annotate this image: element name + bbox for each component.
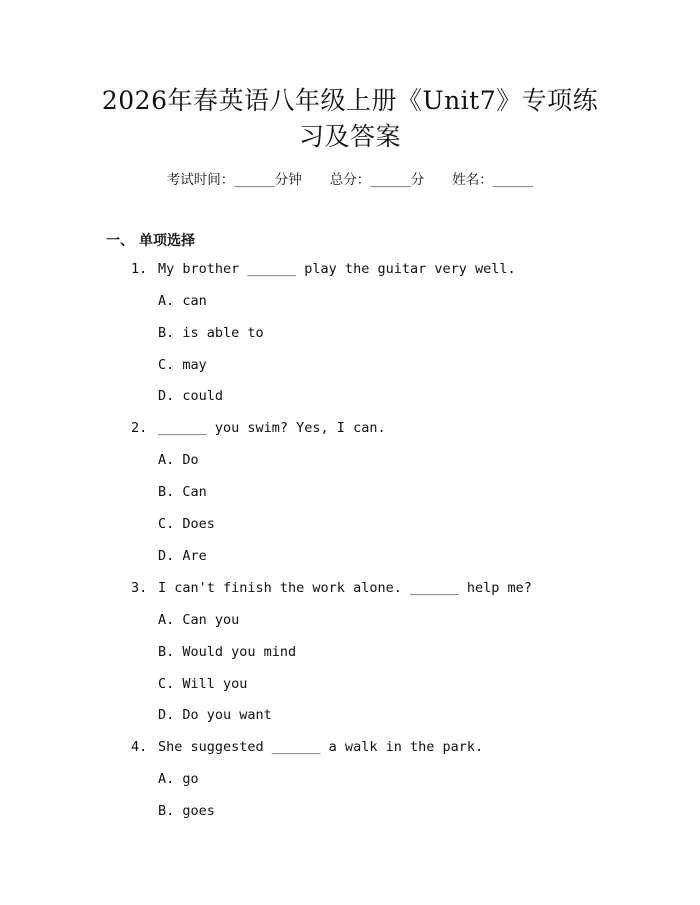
question bbox=[131, 261, 516, 277]
option: A. Can you bbox=[158, 612, 240, 628]
option: A. go bbox=[158, 771, 199, 787]
question-number: 4. bbox=[131, 739, 148, 755]
exam-time-field: 考试时间：______分钟 bbox=[166, 172, 302, 188]
option: A. can bbox=[158, 293, 207, 309]
question-number: 2. bbox=[131, 420, 148, 436]
question bbox=[131, 739, 483, 755]
option: C. Does bbox=[158, 516, 215, 532]
option: C. Will you bbox=[158, 676, 248, 692]
question-text: My brother ______ play the guitar very well. bbox=[158, 261, 516, 277]
option: C. may bbox=[158, 357, 207, 373]
question bbox=[131, 420, 386, 436]
option: D. Do you want bbox=[158, 707, 272, 723]
option: D. Are bbox=[158, 548, 207, 564]
name-field: 姓名：______ bbox=[452, 172, 534, 188]
option: B. Can bbox=[158, 484, 207, 500]
section-title: 单项选择 bbox=[139, 233, 195, 249]
document-title-line1: 2026年春英语八年级上册《Unit7》专项练 bbox=[101, 86, 599, 115]
question-text: I can't finish the work alone. ______ help me? bbox=[158, 580, 532, 596]
option: B. is able to bbox=[158, 325, 264, 341]
option: B. goes bbox=[158, 803, 215, 819]
question-text: ______ you swim? Yes, I can. bbox=[158, 420, 386, 436]
question bbox=[131, 580, 532, 596]
option: B. Would you mind bbox=[158, 644, 297, 660]
exam-info bbox=[0, 168, 700, 188]
document-title-line2: 习及答案 bbox=[298, 122, 401, 151]
question-text: She suggested ______ a walk in the park. bbox=[158, 739, 484, 755]
total-score-field: 总分：______分 bbox=[329, 172, 425, 188]
question-number: 1. bbox=[131, 261, 148, 277]
question-number: 3. bbox=[131, 580, 148, 596]
option: D. could bbox=[158, 388, 224, 404]
section-heading bbox=[106, 230, 195, 250]
section-number: 一、 bbox=[106, 233, 134, 249]
option: A. Do bbox=[158, 452, 199, 468]
